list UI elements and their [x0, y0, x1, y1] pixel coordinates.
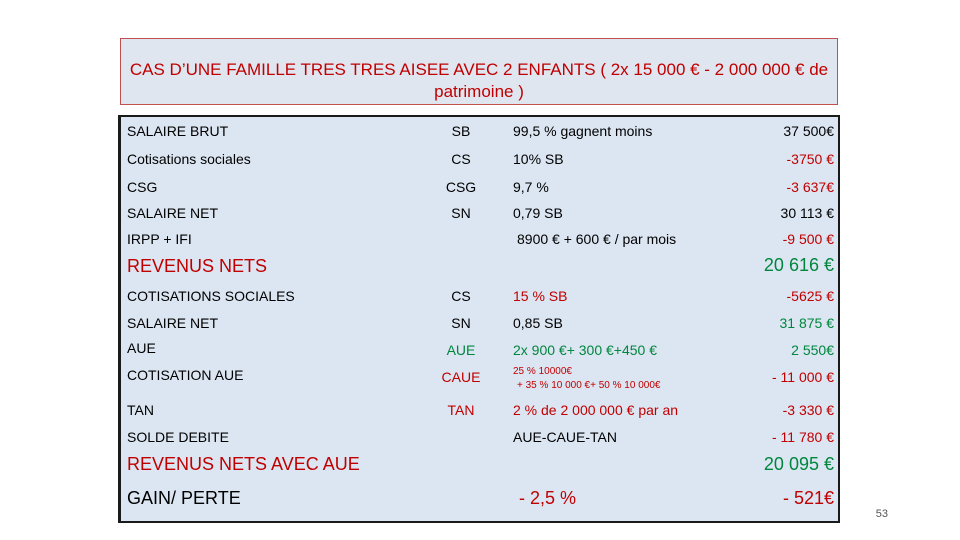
row-amount: -9 500 € — [782, 231, 834, 247]
row-amount: - 521€ — [782, 488, 834, 508]
row-desc: 8900 € + 600 € / par mois — [517, 231, 677, 247]
row-desc: AUE-CAUE-TAN — [513, 429, 617, 445]
row-label: SALAIRE NET — [127, 315, 219, 331]
slide-title-text: CAS D’UNE FAMILLE TRES TRES AISEE AVEC 2 ENFANTS ( 2x 15 000 € - 2 000 000 € de patrimoine ) — [129, 60, 829, 101]
row-code: CAUE — [441, 369, 481, 385]
page-number: 53 — [875, 508, 888, 520]
table-row — [121, 283, 838, 308]
slide-title — [120, 38, 838, 105]
table-row — [121, 117, 838, 143]
row-desc: - 2,5 % — [519, 488, 577, 508]
table-row — [121, 364, 838, 395]
row-desc: 2 % de 2 000 000 € par an — [513, 402, 679, 418]
row-label: REVENUS NETS — [127, 256, 268, 276]
table-row — [121, 146, 838, 171]
row-amount: -5625 € — [786, 288, 834, 304]
row-code: CSG — [445, 179, 477, 195]
table-row — [121, 228, 838, 248]
row-code: AUE — [446, 342, 476, 358]
row-amount: 37 500€ — [783, 123, 834, 139]
row-desc: 0,79 SB — [513, 205, 563, 221]
row-amount: 20 616 € — [763, 255, 834, 275]
data-table — [118, 115, 840, 523]
row-desc: 10% SB — [513, 151, 564, 167]
row-code: CS — [451, 288, 471, 304]
row-label: SALAIRE BRUT — [127, 123, 229, 139]
row-desc: 0,85 SB — [513, 315, 563, 331]
table-row-total — [121, 251, 838, 280]
row-code: TAN — [447, 402, 475, 418]
row-label: Cotisations sociales — [127, 151, 251, 167]
row-amount: 30 113 € — [780, 205, 834, 221]
table-row — [121, 424, 838, 447]
row-amount: - 11 780 € — [771, 429, 834, 445]
row-label: REVENUS NETS AVEC AUE — [127, 454, 360, 474]
row-code: SN — [451, 315, 471, 331]
row-amount: 2 550€ — [791, 342, 834, 358]
row-label: CSG — [127, 179, 158, 195]
row-code: SB — [451, 123, 471, 139]
row-amount: - 11 000 € — [771, 369, 834, 385]
row-desc: 15 % SB — [513, 288, 568, 304]
row-label: GAIN/ PERTE — [127, 488, 241, 508]
row-label: IRPP + IFI — [127, 231, 192, 247]
table-row — [121, 338, 838, 361]
row-desc: 9,7 % — [513, 179, 549, 195]
row-label: AUE — [127, 340, 156, 356]
row-desc-line2: + 35 % 10 000 €+ 50 % 10 000€ — [517, 380, 661, 391]
row-amount: -3750 € — [786, 151, 834, 167]
row-desc-line1: 25 % 10000€ — [513, 366, 572, 377]
row-amount: 31 875 € — [779, 315, 834, 331]
row-label: COTISATIONS SOCIALES — [127, 288, 295, 304]
row-desc: 2x 900 €+ 300 €+450 € — [513, 342, 658, 358]
row-amount: -3 330 € — [782, 402, 834, 418]
table-row — [121, 201, 838, 225]
table-row-result — [121, 481, 838, 521]
row-label: SALAIRE NET — [127, 205, 219, 221]
row-code: SN — [451, 205, 471, 221]
table-row — [121, 174, 838, 199]
row-code: CS — [451, 151, 471, 167]
row-desc: 99,5 % gagnent moins — [513, 123, 653, 139]
table-row-total — [121, 450, 838, 478]
table-row — [121, 398, 838, 421]
row-label: SOLDE DEBITE — [127, 429, 229, 445]
row-amount: 20 095 € — [763, 454, 834, 474]
row-label: COTISATION AUE — [127, 367, 244, 383]
row-amount: -3 637€ — [786, 179, 834, 195]
table-row — [121, 311, 838, 335]
row-label: TAN — [127, 402, 154, 418]
